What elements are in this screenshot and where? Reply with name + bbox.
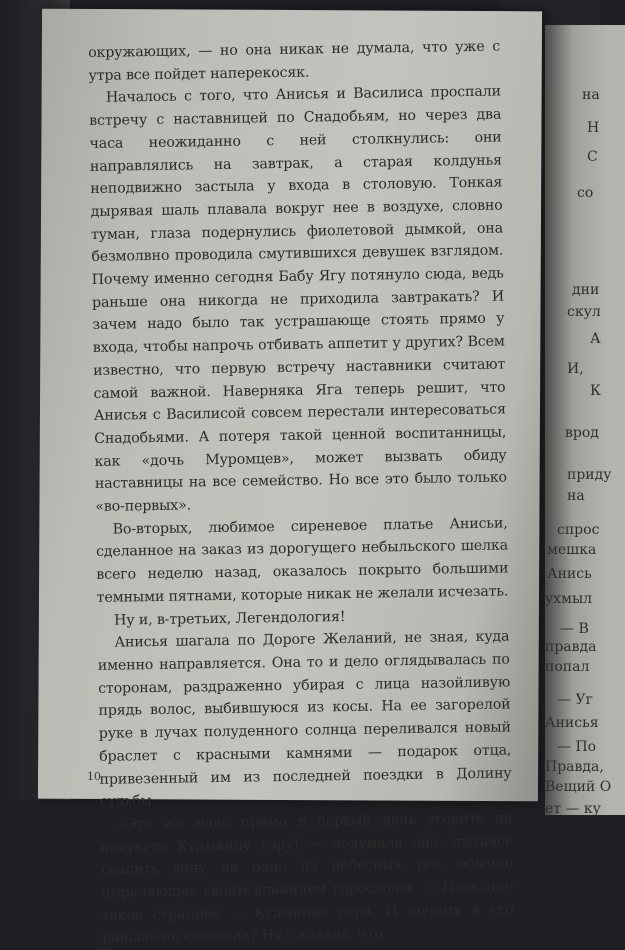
paragraph: «Это же надо прямо в первый день угодить на какую-то Кудыкину гору! — подумала она, пытаясь свалить вину на одно из небесных тел, обычно омрачающее своим влиянием гороскопы. — Название такое странное — Кудыкина гора. И почему я его раньше не слышала? Ну, сказала, что [100,810,514,947]
right-page-fragment: К [590,383,601,399]
right-page-fragment: приду [567,467,612,483]
right-page-fragment: — В [560,621,589,637]
right-page-fragment: Анисья [545,715,599,731]
right-page-fragment: попал [545,659,590,675]
right-page-fragment: Н [587,120,600,136]
right-page-fragment: — По [557,739,597,755]
right-page-fragment: спрос [557,522,600,538]
right-page-fragment: дни [572,282,600,298]
paragraph: Во-вторых, любимое сиреневое платье Анисьи, сделанное на заказ из дорогущего небыльского шелка всего неделю назад, оказалось покрыто большими темными пятнами, которые никак не желали исчезать. [95,515,509,606]
right-page-fragment: Вещий О [545,779,612,795]
right-page-fragment: ет — ку [545,801,601,817]
right-page-fragment: И, [567,361,584,377]
right-page-fragment: на [582,87,600,103]
right-page-fragment: А [590,331,601,347]
right-page-fragment: скул [567,304,601,320]
right-page-fragment: С [587,149,598,165]
right-page-fragment: мешка [547,542,597,558]
right-page-fragment: врод [565,425,599,441]
paragraph: Ну и, в-третьих, Легендология! [113,608,346,629]
right-page-fragment: — Уг [557,692,593,708]
left-page-text [88,36,514,950]
paragraph: окружающих, — но она никак не думала, что уже с утра все пойдет наперекосяк. [88,38,501,84]
right-page-fragment: правда [545,639,597,655]
right-page-fragment: со [577,185,594,201]
right-page-fragment: Анись [547,566,592,582]
page-number: 10 [87,770,101,783]
right-book-page [545,25,625,815]
right-page-fragment: на [567,488,585,504]
paragraph: Началось с того, что Анисья и Василиса проспали встречу с наставницей по Снадобьям, но через два часа неожиданно с ней столкнулись: они направлялись на завтрак, а старая колдунья неподвижно застыла у входа в столовую. Тонкая дырявая шаль плавала вокруг нее в воздухе, словно туман, глаза подернулись фиолетовой дымкой, она безмолвно проводила смутившихся девушек взглядом. Почему именно сегодня Бабу Ягу потянуло сюда, ведь раньше она никогда не приходила завтракать? И зачем надо было так устрашающе стоять прямо у входа, чтобы напрочь отбивать аппетит у других? Всем известно, что первую встречу наставники считают самой важной. Наверняка Яга теперь решит, что Анисья с Василисой совсем перестали интересоваться Снадобьями. А потеря такой ценной воспитанницы, как «дочь Муромцев», может вызвать обиду наставницы на все семейство. Но все это было только «во-первых». [89,83,508,516]
right-page-fragment: ухмыл [545,591,593,607]
right-page-fragment: Правда, [545,759,604,775]
paragraph: Анисья шагала по Дороге Желаний, не зная, куда именно направляется. Она то и дело оглядывалась по сторонам, раздраженно убирая с лица назойливую прядь волос, выбившуюся из косы. На ее загорелой руке в лучах полуденного солнца переливался новый браслет с красными камнями — подарок отца, привезенный им из последней поездки в Долину судьбы. [97,628,512,811]
